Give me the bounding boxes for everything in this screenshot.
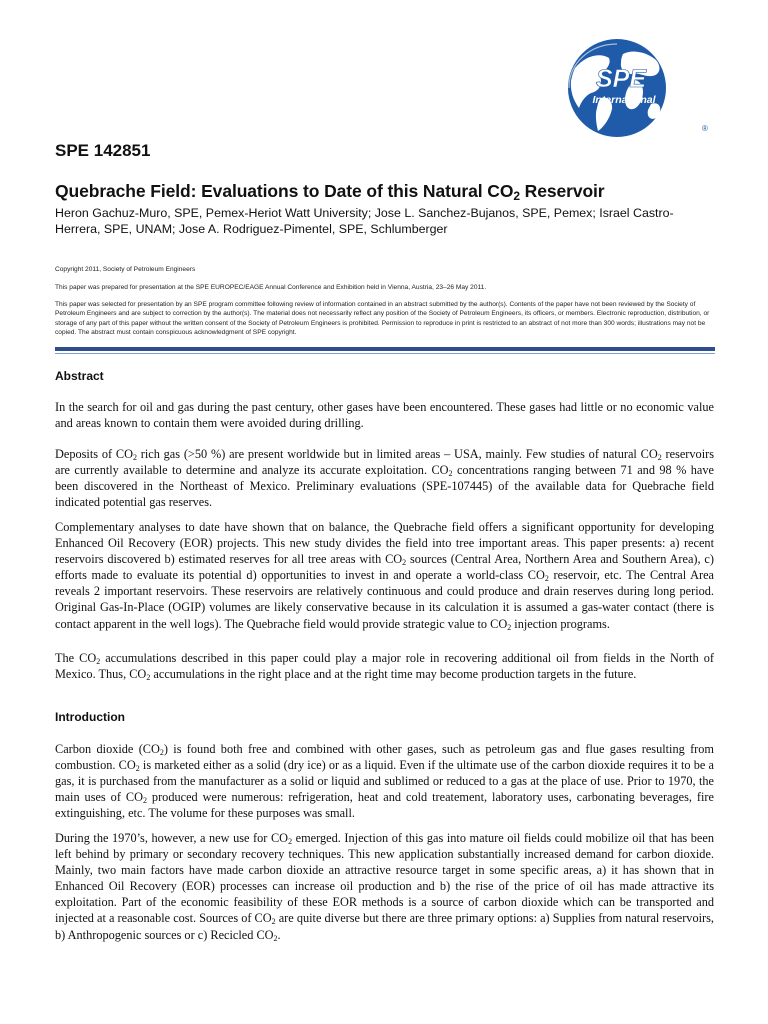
introduction-heading: Introduction — [55, 710, 125, 724]
title-text-end: Reservoir — [519, 181, 605, 201]
paper-title — [55, 181, 605, 202]
logo-spe-text: SPE — [595, 65, 647, 93]
title-subscript: 2 — [513, 189, 520, 203]
abstract-paragraph-1: In the search for oil and gas during the past century, other gases have been encountered. These gases had little or no economic value and areas known to contain them were avoided during drilling. — [55, 400, 714, 431]
abstract-paragraph-4: The $CO_2$ accumulations described in this paper could play a major role in recovering additional oil from fields in the North of Mexico. Thus, $CO_2$ accumulations in the right place and at the right time may become production targets in the future. — [55, 651, 714, 683]
author-list: Heron Gachuz-Muro, SPE, Pemex-Heriot Watt University; Jose L. Sanchez-Bujanos, SPE, Pemex; Israel Castro-Herrera, SPE, UNAM; Jose A. Rodriguez-Pimentel, SPE, Schlumberger — [55, 206, 674, 236]
section-divider — [55, 347, 715, 351]
abstract-paragraph-3: Complementary analyses to date have shown that on balance, the Quebrache field offers a significant opportunity for developing Enhanced Oil Recovery (EOR) projects. This new study divides the field into tree important areas. This paper presents: a) recent reservoirs discovered b) estimated reserves for all tree areas with $CO_2$ sources (Central Area, Northern Area and Southern Area), c) efforts made to evaluate its potential d) opportunities to invest in and operate a world-class $CO_2$ reservoir, etc. The Central Area reveals 2 important reservoirs. These reservoirs are relatively continuous and could produce and drain reserves during long period. Original Gas-In-Place (OGIP) volumes are likely conservative because in its calculation it is assumed a gas-water contact (there is contact apparent in the well logs). The Quebrache field would provide strategic value to $CO_2$ injection programs. — [55, 520, 714, 632]
title-text: Quebrache Field: Evaluations to Date of this Natural CO — [55, 181, 514, 201]
introduction-paragraph-2: During the 1970’s, however, a new use for $CO_2$ emerged. Injection of this gas into mature oil fields could mobilize oil that has been left behind by primary or secondary recovery techniques. This new application substantially increased demand for carbon dioxide. Mainly, two main factors have made carbon dioxide an attractive resource target in some specific areas, a) it has shown that in Enhanced Oil Recovery (EOR) processes can increase oil production and b) the rise of the price of oil has made attractive its exploitation. Part of the economic feasibility of these EOR methods is a source of carbon dioxide which can be transported and injected at a reasonable cost. Sources of $CO_2$ are quite diverse but there are three primary options: a) Supplies from natural reservoirs, b) Anthropogenic sources or c) Recicled $CO_2$. — [55, 831, 715, 943]
selection-notice: This paper was selected for presentation by an SPE program committee following review of information contained in an abstract submitted by the author(s). Contents of the paper have not been reviewed by the Society of Petroleum Engineers and are subject to correction by the author(s). The material does not necessarily reflect any position of the Society of Petroleum Engineers, its officers, or members. Electronic reproduction, distribution, or storage of any part of this paper without the written consent of the Society of Petroleum Engineers is prohibited. Permission to reproduce in print is restricted to an abstract of not more than 300 words; illustrations may not be copied. The abstract must contain conspicuous acknowledgment of SPE copyright. — [55, 301, 710, 336]
presentation-notice: This paper was prepared for presentation at the SPE EUROPEC/EAGE Annual Conference and Exhibition held in Vienna, Austria, 23–26 May 2011. — [55, 284, 487, 291]
section-divider-thin — [55, 353, 715, 354]
spe-international-logo — [511, 38, 723, 138]
abstract-paragraph-2: Deposits of $CO_2$ rich gas (>50 %) are present worldwide but in limited areas – USA, mainly. Few studies of natural $CO_2$ reservoirs are currently available to determine and analyze its accurate exploitation. $CO_2$ concentrations ranging between 71 and 98 % have been discovered in the Northeast of Mexico. Preliminary evaluations (SPE-107445) of the available data for Quebrache field indicated potential gas reserves. — [55, 447, 714, 510]
logo-international-text: International — [592, 94, 656, 106]
abstract-heading: Abstract — [55, 369, 104, 383]
paper-number: SPE 142851 — [55, 141, 151, 160]
trademark-mark: ® — [702, 124, 708, 133]
introduction-paragraph-1: Carbon dioxide $(CO_2)$ is found both free and combined with other gases, such as petroleum gas and flue gases resulting from combustion. $CO_2$ is marketed either as a solid (dry ice) or as a liquid. Even if the ultimate use of the carbon dioxide requires it to be a gas, it is purchased from the manufacturer as a solid or liquid and sublimed or reduced to a gas at the place of use. Prior to 1970, the main uses of $CO_2$ produced were numerous: refrigeration, heat and cold treatement, laboratory uses, carbonating beverages, fire extinguishing, etc. The volume for these purposes was small. — [55, 742, 714, 821]
copyright-notice: Copyright 2011, Society of Petroleum Engineers — [55, 266, 196, 273]
